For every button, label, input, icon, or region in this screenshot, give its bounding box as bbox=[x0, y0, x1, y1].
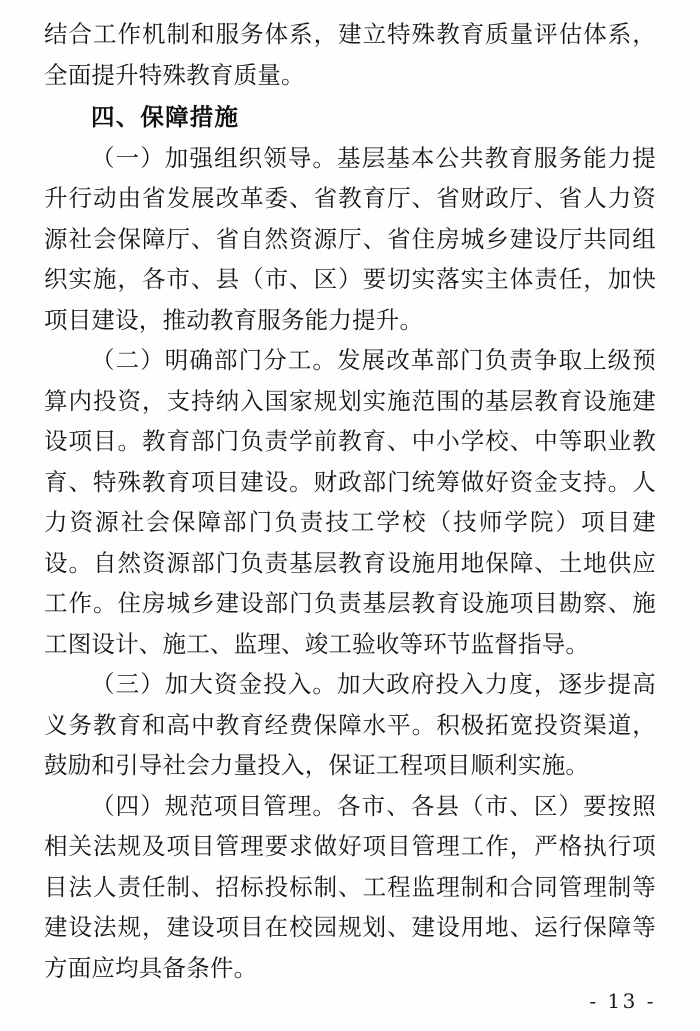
paragraph-item-3: （三）加大资金投入。加大政府投入力度，逐步提高义务教育和高中教育经费保障水平。积极拓宽投资渠道，鼓励和引导社会力量投入，保证工程项目顺利实施。 bbox=[44, 670, 656, 779]
section-heading-four: 四、保障措施 bbox=[91, 103, 240, 131]
paragraph-item-1: （一）加强组织领导。基层基本公共教育服务能力提升行动由省发展改革委、省教育厅、省财政厅、省人力资源社会保障厅、省自然资源厅、省住房城乡建设厅共同组织实施，各市、县（市、区）要切实落实主体责任，加快项目建设，推动教育服务能力提升。 bbox=[44, 143, 656, 334]
page-number: - 13 - bbox=[589, 989, 656, 1013]
paragraph-item-4: （四）规范项目管理。各市、各县（市、区）要按照相关法规及项目管理要求做好项目管理工作，严格执行项目法人责任制、招标投标制、工程监理制和合同管理制等建设法规，建设项目在校园规划、建设用地、运行保障等方面应均具备条件。 bbox=[44, 791, 656, 982]
paragraph-continued: 结合工作机制和服务体系，建立特殊教育质量评估体系，全面提升特殊教育质量。 bbox=[44, 20, 656, 89]
paragraph-item-2: （二）明确部门分工。发展改革部门负责争取上级预算内投资，支持纳入国家规划实施范围的基层教育设施建设项目。教育部门负责学前教育、中小学校、中等职业教育、特殊教育项目建设。财政部门统筹做好资金支持。人力资源社会保障部门负责技工学校（技师学院）项目建设。自然资源部门负责基层教育设施用地保障、土地供应工作。住房城乡建设部门负责基层教育设施项目勘察、施工图设计、施工、监理、竣工验收等环节监督指导。 bbox=[44, 346, 656, 658]
page-footer bbox=[0, 989, 656, 1013]
